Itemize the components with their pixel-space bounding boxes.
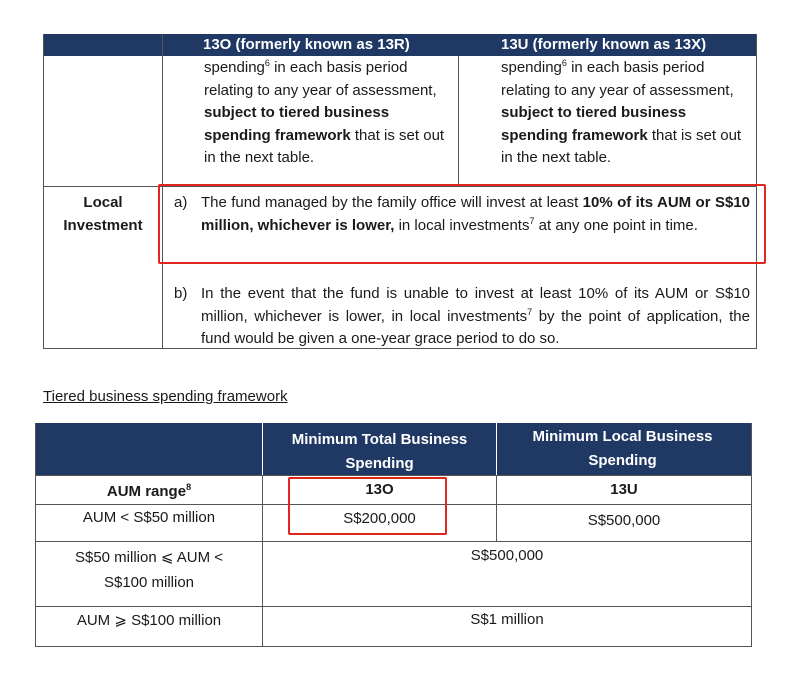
item-a-marker: a) bbox=[174, 194, 188, 211]
highlight-box-local-investment bbox=[158, 184, 766, 264]
header-13o: 13O (formerly known as 13R) bbox=[203, 36, 410, 53]
spending-text-13u: spending$^6$ in each basis period relating to any year of assessment, subject to tiered business spending framework that is set out in the next table. bbox=[501, 58, 742, 166]
aum-range-row-2: S$50 million ⩽ AUM < S$100 million bbox=[74, 549, 224, 591]
local-investment-label: Local Investment bbox=[63, 194, 143, 234]
spending-text-13o: spending$^6$ in each basis period relating to any year of assessment, subject to tiered business spending framework that is set out in the next table. bbox=[204, 58, 445, 166]
highlight-box-13o-spending bbox=[288, 477, 447, 535]
item-b-marker: b) bbox=[174, 285, 188, 302]
value-row-2: S$500,000 bbox=[470, 547, 544, 564]
aum-range-row-1: AUM < S$50 million bbox=[82, 509, 216, 526]
item-b-text: In the event that the fund is unable to invest at least 10% of its AUM or S$10 million, whichever is lower, in local investments$^7$ by the point of application, the fund would be given a one-year grace period to do so. bbox=[201, 285, 750, 347]
value-13o-row-1: S$200,000 bbox=[343, 510, 416, 527]
subheader-13u: 13U bbox=[610, 481, 638, 498]
header-13u: 13U (formerly known as 13X) bbox=[501, 36, 707, 53]
subheader-13o: 13O bbox=[365, 481, 394, 498]
header-min-local-spending: Minimum Local Business Spending bbox=[532, 428, 713, 469]
value-row-3: S$1 million bbox=[470, 611, 544, 628]
header-min-total-spending: Minimum Total Business Spending bbox=[291, 431, 468, 472]
section-title: Tiered business spending framework bbox=[43, 388, 288, 405]
aum-range-header: AUM range$^8$ bbox=[106, 482, 192, 500]
item-a-text: The fund managed by the family office will invest at least 10% of its AUM or S$10 million, whichever is lower, in local investments$^7$ at any one point in time. bbox=[201, 194, 750, 234]
value-13u-row-1: S$500,000 bbox=[587, 512, 661, 529]
aum-range-row-3: AUM ⩾ S$100 million bbox=[76, 612, 222, 629]
